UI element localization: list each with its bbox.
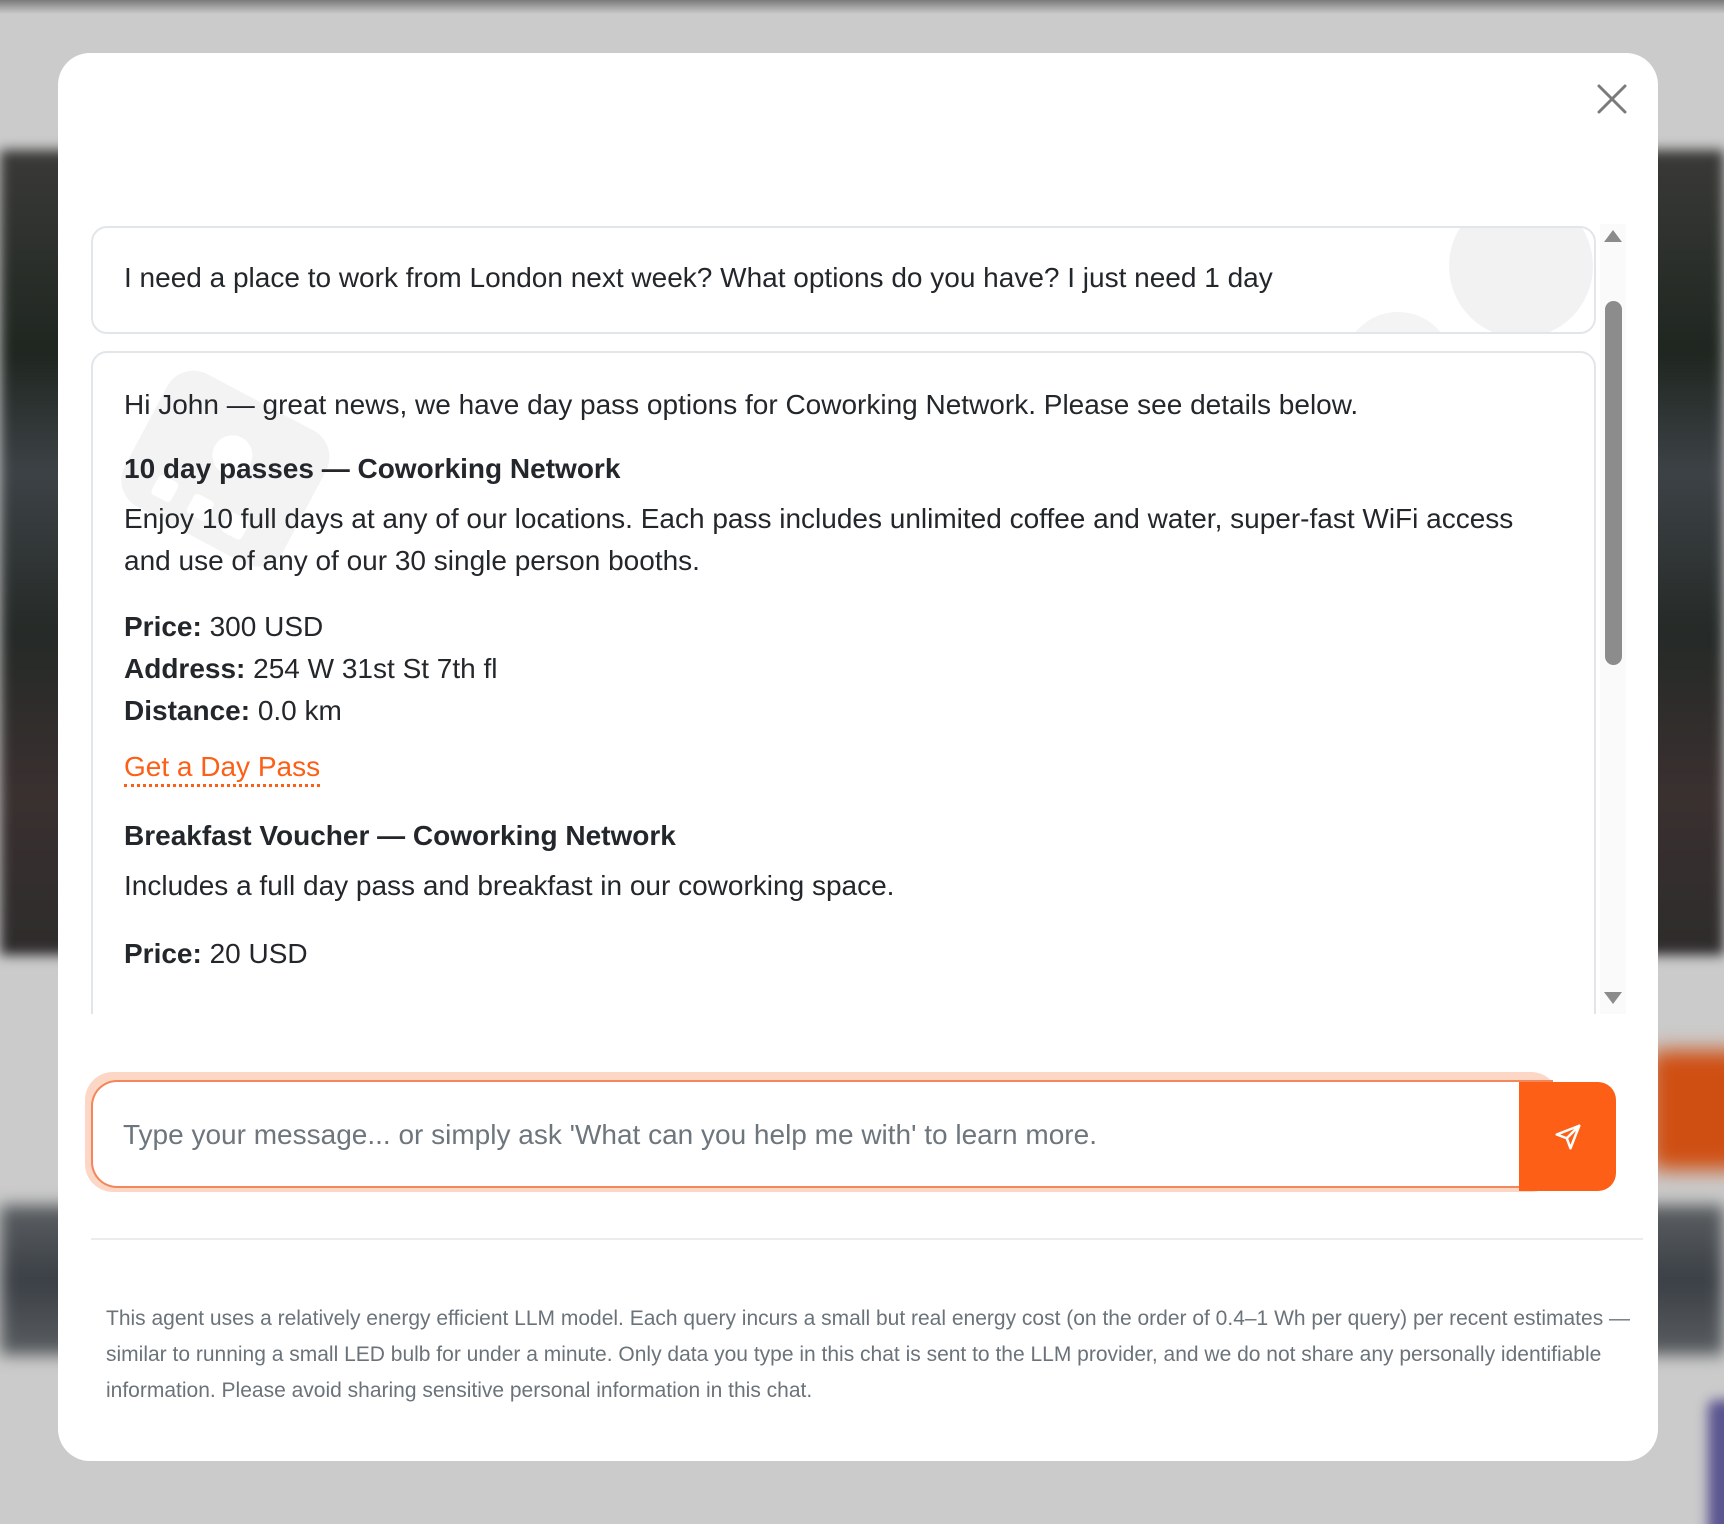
send-button[interactable]	[1519, 1082, 1616, 1191]
scroll-down-arrow-icon[interactable]	[1604, 992, 1622, 1004]
user-message-text: I need a place to work from London next week? What options do you have? I just need 1 day	[124, 262, 1273, 293]
energy-privacy-disclaimer: This agent uses a relatively energy efficient LLM model. Each query incurs a small but real energy cost (on the order of 0.4–1 Wh per query) per recent estimates — similar to running a small LED bulb for under a minute. Only data you type in this chat is sent to the LLM provider, and we do not share any personally identifiable information. Please avoid sharing sensitive personal information in this chat.	[106, 1307, 1631, 1402]
offer-address	[124, 648, 1563, 690]
assistant-message	[91, 351, 1596, 1014]
close-button[interactable]	[1592, 79, 1632, 119]
offer-description: Includes a full day pass and breakfast in our coworking space.	[124, 870, 895, 901]
footer-divider	[91, 1238, 1643, 1240]
price-label: Price:	[124, 938, 202, 969]
scrollbar-thumb[interactable]	[1605, 301, 1622, 665]
user-message	[91, 226, 1596, 334]
offer-distance	[124, 690, 1563, 732]
offer-title: Breakfast Voucher — Coworking Network	[124, 820, 676, 851]
decorative-circle	[1343, 312, 1453, 334]
decorative-circle	[1449, 226, 1593, 334]
address-value: 254 W 31st St 7th fl	[253, 653, 498, 684]
offer-price	[124, 933, 1563, 975]
close-icon	[1596, 83, 1628, 115]
offer-details	[124, 606, 1563, 732]
distance-value: 0.0 km	[257, 695, 342, 726]
background-strip	[0, 0, 1724, 14]
background-orange-button	[1650, 1050, 1724, 1170]
price-value: 20 USD	[209, 938, 308, 969]
message-composer	[85, 1072, 1616, 1192]
paper-plane-icon	[1553, 1122, 1583, 1152]
price-value: 300 USD	[209, 611, 324, 642]
offer-price	[124, 606, 1563, 648]
message-input-container[interactable]	[91, 1080, 1553, 1188]
distance-label: Distance:	[124, 695, 251, 726]
price-label: Price:	[124, 611, 202, 642]
address-label: Address:	[124, 653, 246, 684]
scroll-up-arrow-icon[interactable]	[1604, 230, 1622, 242]
background-purple-widget	[1708, 1400, 1724, 1524]
offer-description: Enjoy 10 full days at any of our locations. Each pass includes unlimited coffee and water, super-fast WiFi access and use of any of our 30 single person booths.	[124, 503, 1514, 576]
message-input[interactable]	[123, 1106, 1523, 1164]
offer-title: 10 day passes — Coworking Network	[124, 453, 621, 484]
chat-scrollbar[interactable]	[1600, 224, 1626, 1014]
get-day-pass-link[interactable]: Get a Day Pass	[124, 750, 320, 787]
assistant-intro: Hi John — great news, we have day pass options for Coworking Network. Please see details below.	[124, 389, 1359, 420]
chat-transcript[interactable]	[91, 224, 1632, 1014]
chat-modal	[58, 53, 1658, 1461]
